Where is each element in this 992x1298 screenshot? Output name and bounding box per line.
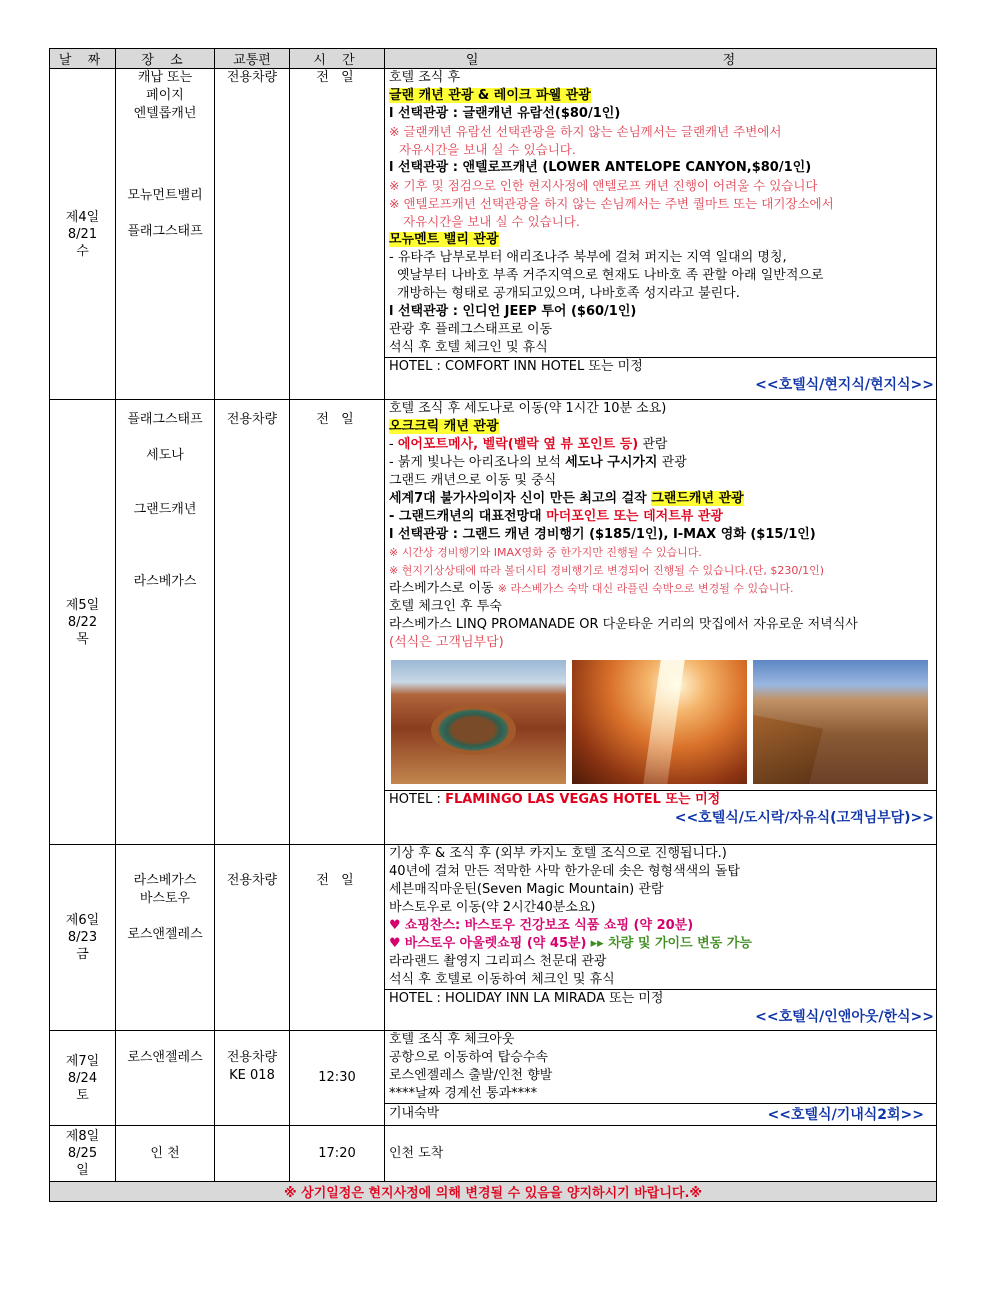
schedule-cell (385, 69, 937, 400)
day-label: 제7일 (65, 1053, 100, 1069)
time: 전 일 (316, 70, 358, 85)
place: 플래그스태프 (127, 224, 203, 239)
day-row-4 (50, 69, 937, 400)
schedule-line: 40년에 걸쳐 만든 적막한 사막 한가운데 솟은 형형색색의 돌탑 (389, 864, 740, 879)
place: 캐납 또는 (137, 70, 193, 85)
schedule-line: 라라랜드 촬영지 그리피스 천문대 관광 (389, 954, 607, 969)
day-weekday: 일 (76, 1163, 89, 1178)
place: 페이지 (146, 88, 184, 103)
schedule-cell (385, 845, 937, 1031)
schedule-line: 공항으로 이동하여 탑승수속 (389, 1050, 548, 1065)
photo-strip (391, 660, 934, 784)
place-cell (116, 400, 215, 845)
day-weekday: 금 (76, 947, 89, 962)
place: 로스앤젤레스 (127, 927, 203, 942)
sedona-old-town-text: 세도나 구시가지 (565, 455, 658, 470)
schedule-line: 바스토우로 이동(약 2시간40분소요) (389, 900, 596, 915)
schedule-line: 호텔 조식 후 체크아웃 (389, 1032, 515, 1047)
antelope-canyon-photo (572, 660, 747, 784)
meal-info: <<호텔식/기내식2회>> (767, 1107, 924, 1123)
heart-icon: ♥ (389, 936, 401, 951)
transport-cell (215, 1126, 290, 1182)
transport: 전용차량 (226, 412, 278, 427)
schedule-line: 호텔 체크인 후 투숙 (389, 599, 502, 614)
day-label: 제6일 (65, 913, 100, 928)
day-weekday: 목 (76, 631, 89, 647)
place: 엔텔롭캐넌 (133, 106, 197, 121)
date-cell (50, 400, 116, 845)
place: 세도나 (146, 448, 184, 463)
heart-icon: ♥ (389, 918, 401, 933)
meal-info: <<호텔식/인앤아웃/한식>> (755, 1009, 934, 1025)
note-line: 자유시간을 보내 실 수 있습니다. (399, 142, 576, 157)
day-row-8 (50, 1126, 937, 1182)
note-line: ※ 시간상 경비행기와 IMAX영화 중 한가지만 진행될 수 있습니다. (389, 546, 702, 559)
date-cell (50, 1126, 116, 1182)
header-schedule: 일 정 (385, 49, 937, 69)
day-weekday: 토 (76, 1087, 89, 1103)
hotel-line: HOTEL : HOLIDAY INN LA MIRADA 또는 미정 (389, 991, 664, 1006)
day-date: 8/21 (67, 226, 98, 242)
note-line: ※ 앤텔로프캐년 선택관광을 하지 않는 손님께서는 주변 퀄마트 또는 대기장소에서 (389, 196, 834, 211)
schedule-line: 인천 도착 (389, 1145, 444, 1161)
shopping-line: 쇼핑찬스: 바스토우 건강보조 식품 쇼핑 (약 20분) (404, 918, 694, 933)
hotel-name: FLAMINGO LAS VEGAS HOTEL 또는 미정 (445, 792, 721, 807)
date-cell (50, 845, 116, 1031)
day-row-7 (50, 1031, 937, 1126)
optional-tour-line: l 선택관광 : 그랜드 캐년 경비행기 ($185/1인), I-MAX 영화 ($15/1인) (389, 527, 816, 542)
day-label: 제8일 (65, 1129, 100, 1144)
schedule-line: 호텔 조식 후 세도나로 이동(약 1시간 10분 소요) (389, 401, 667, 416)
day-date: 8/22 (67, 614, 98, 630)
schedule-line: - 유타주 남부로부터 애리조나주 북부에 걸쳐 퍼지는 지역 일대의 명칭, (389, 250, 787, 265)
highlight-monument-valley: 모뉴멘트 밸리 관광 (389, 232, 499, 247)
header-transport: 교통편 (215, 49, 290, 69)
grand-canyon-photo (753, 660, 928, 784)
schedule-cell (385, 1126, 937, 1182)
place-cell (116, 845, 215, 1031)
transport-cell (215, 69, 290, 400)
schedule-line: 개방하는 형태로 공개되고있으며, 나바호족 성지라고 불린다. (397, 286, 740, 301)
schedule-cell: 호텔 조식 후 세도나로 이동(약 1시간 10분 소요) 오크크릭 캐년 관광 - 에어포트메사, 벨락(벨락 옆 뷰 포인트 등) 관람 - 붉게 빛나는 아리조나의 보석 세도나 구시가지 관광 그랜드 캐년으로 이동 및 중식 세계7대 불가사의이자 신이 만든 최고의 걸작 그랜드캐년 관광 - 그랜드캐년의 대표전망대 마더포인트 또는 데저트뷰 관광 l 선택관광 : 그랜드 캐년 경비행기 ($185/1인), I-MAX 영화 ($15/1인) ※ 시간상 경비행기와 IMAX영화 중 한가지만 진행될 수 있습니다. ※ 현지기상상태에 따라 볼더시티 경비행기로 변경되어 진행될 수 있습니다.(단, $230/1인) 라스베가스로 이동 ※ 라스베가스 숙박 대신 라플린 숙박으로 변경될 수 있습니다. 호텔 체크인 후 투숙 라스베가스 LINQ PROMANADE OR 다운타운 거리의 맛집에서 자유로운 저녁식사 (석식은 고객님부담) HOTEL : FLAMINGO LAS VEGAS HOTEL 또는 미정 <<호텔식/도시락/자유식(고객님부담)>> (385, 400, 937, 845)
time-cell (290, 400, 385, 845)
schedule-line: ****날짜 경계선 통과**** (389, 1086, 538, 1101)
day-row-6 (50, 845, 937, 1031)
place: 라스베가스 (133, 574, 197, 589)
day-date: 8/25 (67, 1146, 98, 1161)
header-place: 장 소 (116, 49, 215, 69)
highlight-grand-canyon: 그랜드캐년 관광 (651, 491, 744, 506)
meal-info: <<호텔식/도시락/자유식(고객님부담)>> (674, 810, 934, 826)
schedule-line: 관광 후 플레그스태프로 이동 (389, 322, 553, 337)
place: 라스베가스 (133, 873, 197, 888)
highlight-oak-creek: 오크크릭 캐년 관광 (389, 419, 499, 434)
schedule-line: 기상 후 & 조식 후 (외부 카지노 호텔 조식으로 진행됩니다.) (389, 846, 727, 861)
schedule-line: 그랜드 캐년으로 이동 및 중식 (389, 473, 557, 488)
place: 그랜드캐년 (133, 502, 197, 517)
place-cell (116, 1031, 215, 1126)
footer-row (50, 1182, 937, 1202)
place-cell (116, 69, 215, 400)
place: 바스토우 (139, 891, 191, 906)
place: 모뉴먼트밸리 (127, 188, 203, 203)
schedule-line: 로스엔젤레스 출발/인천 향발 (389, 1068, 553, 1083)
mather-point-text: 마더포인트 또는 데저트뷰 관광 (546, 509, 723, 524)
schedule-line: 호텔 조식 후 (389, 70, 461, 85)
day-row-5 (50, 400, 937, 845)
transport-cell (215, 845, 290, 1031)
flight-number: KE 018 (229, 1068, 275, 1083)
time-cell (290, 845, 385, 1031)
transport: 전용차량 (226, 70, 278, 85)
header-date: 날 짜 (50, 49, 116, 69)
highlight-glen-canyon: 글랜 캐년 관광 & 레이크 파웰 관광 (389, 88, 591, 103)
note-line: ※ 글랜캐년 유람선 선택관광을 하지 않는 손님께서는 글랜캐년 주변에서 (389, 124, 782, 139)
day-date: 8/23 (67, 930, 98, 945)
schedule-cell (385, 1031, 937, 1126)
schedule-line: 옛날부터 나바호 부족 거주지역으로 현재도 나바호 족 관할 아래 일반적으로 (397, 268, 824, 283)
day-label: 제4일 (65, 209, 100, 225)
footer-notice: ※ 상기일정은 현지사정에 의해 변경될 수 있음을 양지하시기 바랍니다.※ (50, 1182, 937, 1202)
transport-cell (215, 1031, 290, 1126)
day-weekday: 수 (76, 243, 89, 259)
header-row (50, 49, 937, 69)
vehicle-change-note: ▸▸ 차량 및 가이드 변동 가능 (590, 936, 752, 951)
note-line: ※ 기후 및 점검으로 인한 현지사정에 앤텔로프 캐년 진행이 어려울 수 있습니다 (389, 178, 818, 193)
itinerary-table (49, 48, 937, 1202)
time: 12:30 (318, 1070, 356, 1085)
airport-mesa-text: 에어포트메사, 벨락(벨락 옆 뷰 포인트 등) (397, 437, 639, 452)
optional-tour-line: l 선택관광 : 인디언 JEEP 투어 ($60/1인) (389, 304, 637, 319)
time-cell (290, 1031, 385, 1126)
time: 전 일 (316, 412, 358, 427)
time-cell (290, 1126, 385, 1182)
date-cell (50, 1031, 116, 1126)
schedule-line: 세븐매직마운틴(Seven Magic Mountain) 관람 (389, 882, 664, 897)
hotel-line: 기내숙박 (389, 1106, 440, 1121)
schedule-line: 라스베가스 LINQ PROMANADE OR 다운타운 거리의 맛집에서 자유로운 저녁식사 (389, 617, 858, 632)
dinner-note: (석식은 고객님부담) (389, 635, 504, 650)
schedule-line: 석식 후 호텔로 이동하여 체크인 및 휴식 (389, 972, 615, 987)
meal-info: <<호텔식/현지식/현지식>> (755, 377, 934, 393)
horseshoe-bend-photo (391, 660, 566, 784)
day-date: 8/24 (67, 1070, 98, 1086)
place-cell (116, 1126, 215, 1182)
time: 전 일 (316, 873, 358, 888)
optional-tour-line: l 선택관광 : 글랜캐년 유람선($80/1인) (389, 106, 621, 121)
outlet-shopping-line: 바스토우 아울렛쇼핑 (약 45분) (404, 936, 587, 951)
note-line: ※ 현지기상상태에 따라 볼더시티 경비행기로 변경되어 진행될 수 있습니다.(단, $230/1인) (389, 564, 824, 577)
laughlin-note: ※ 라스베가스 숙박 대신 라플린 숙박으로 변경될 수 있습니다. (497, 582, 794, 595)
date-cell (50, 69, 116, 400)
place: 인 천 (150, 1145, 180, 1161)
header-time: 시 간 (290, 49, 385, 69)
transport: 전용차량 (226, 1050, 278, 1065)
place: 로스앤젤레스 (127, 1050, 203, 1065)
day-label: 제5일 (65, 597, 100, 613)
transport: 전용차량 (226, 873, 278, 888)
transport-cell (215, 400, 290, 845)
note-line: 자유시간을 보내 실 수 있습니다. (403, 214, 580, 229)
place: 플래그스태프 (127, 412, 203, 427)
time: 17:20 (318, 1145, 356, 1161)
schedule-line: 석식 후 호텔 체크인 및 휴식 (389, 340, 548, 355)
hotel-line: HOTEL : COMFORT INN HOTEL 또는 미정 (389, 359, 643, 374)
time-cell (290, 69, 385, 400)
optional-tour-line: l 선택관광 : 앤텔로프캐년 (LOWER ANTELOPE CANYON,$80/1인) (389, 160, 812, 175)
